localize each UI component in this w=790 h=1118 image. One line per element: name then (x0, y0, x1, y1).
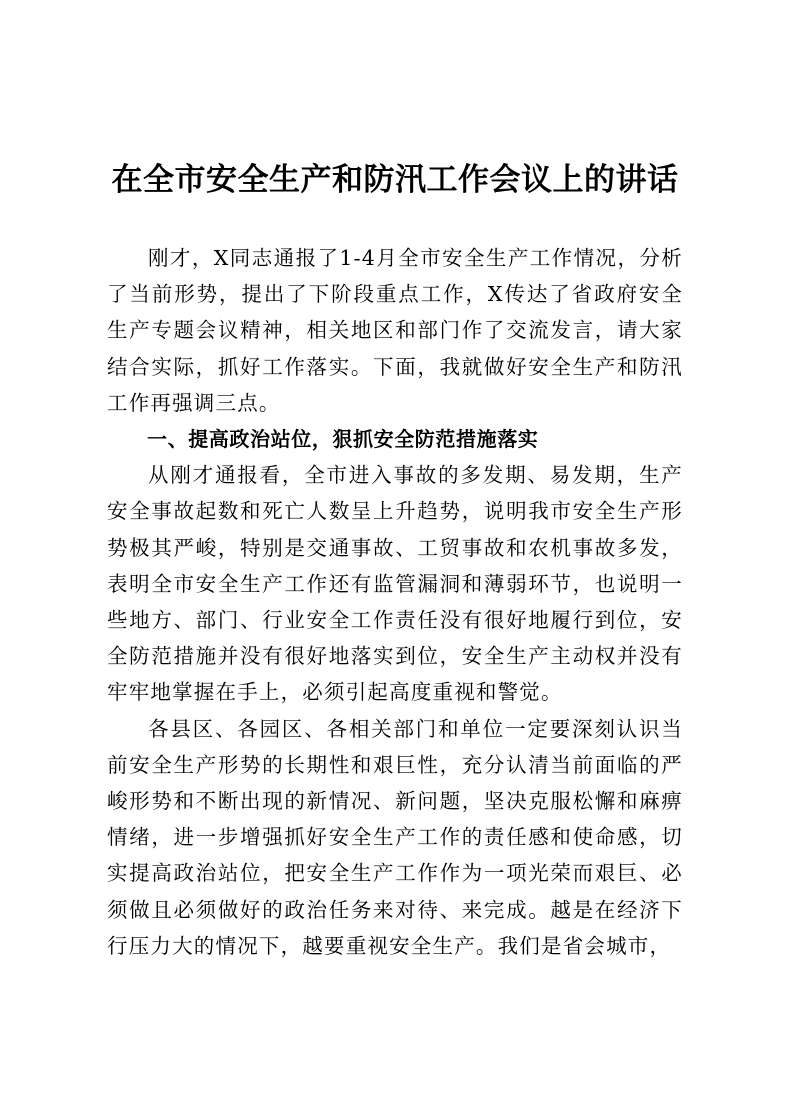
document-title: 在全市安全生产和防汛工作会议上的讲话 (111, 162, 679, 198)
section-heading-1: 一、提高政治站位，狠抓安全防范措施落实 (147, 427, 539, 452)
intro-paragraph: 刚才，X同志通报了1-4月全市安全生产工作情况，分析了当前形势，提出了下阶段重点工作，X传达了省政府安全生产专题会议精神，相关地区和部门作了交流发言，请大家结合实际，抓好工作落实。下面，我就做好安全生产和防汛工作再强调三点。 (107, 246, 683, 415)
section1-paragraph-1: 从刚才通报看，全市进入事故的多发期、易发期，生产安全事故起数和死亡人数呈上升趋势，说明我市安全生产形势极其严峻，特别是交通事故、工贸事故和农机事故多发，表明全市安全生产工作还有监管漏洞和薄弱环节，也说明一些地方、部门、行业安全工作责任没有很好地履行到位，安全防范措施并没有很好地落实到位，安全生产主动权并没有牢牢地掌握在手上，必须引起高度重视和警觉。 (107, 463, 683, 705)
section1-paragraph-2: 各县区、各园区、各相关部门和单位一定要深刻认识当前安全生产形势的长期性和艰巨性，充分认清当前面临的严峻形势和不断出现的新情况、新问题，坚决克服松懈和麻痹情绪，进一步增强抓好安全生产工作的责任感和使命感，切实提高政治站位，把安全生产工作作为一项光荣而艰巨、必须做且必须做好的政治任务来对待、来完成。越是在经济下行压力大的情况下，越要重视安全生产。我们是省会城市， (107, 716, 683, 958)
document-body (107, 240, 683, 964)
